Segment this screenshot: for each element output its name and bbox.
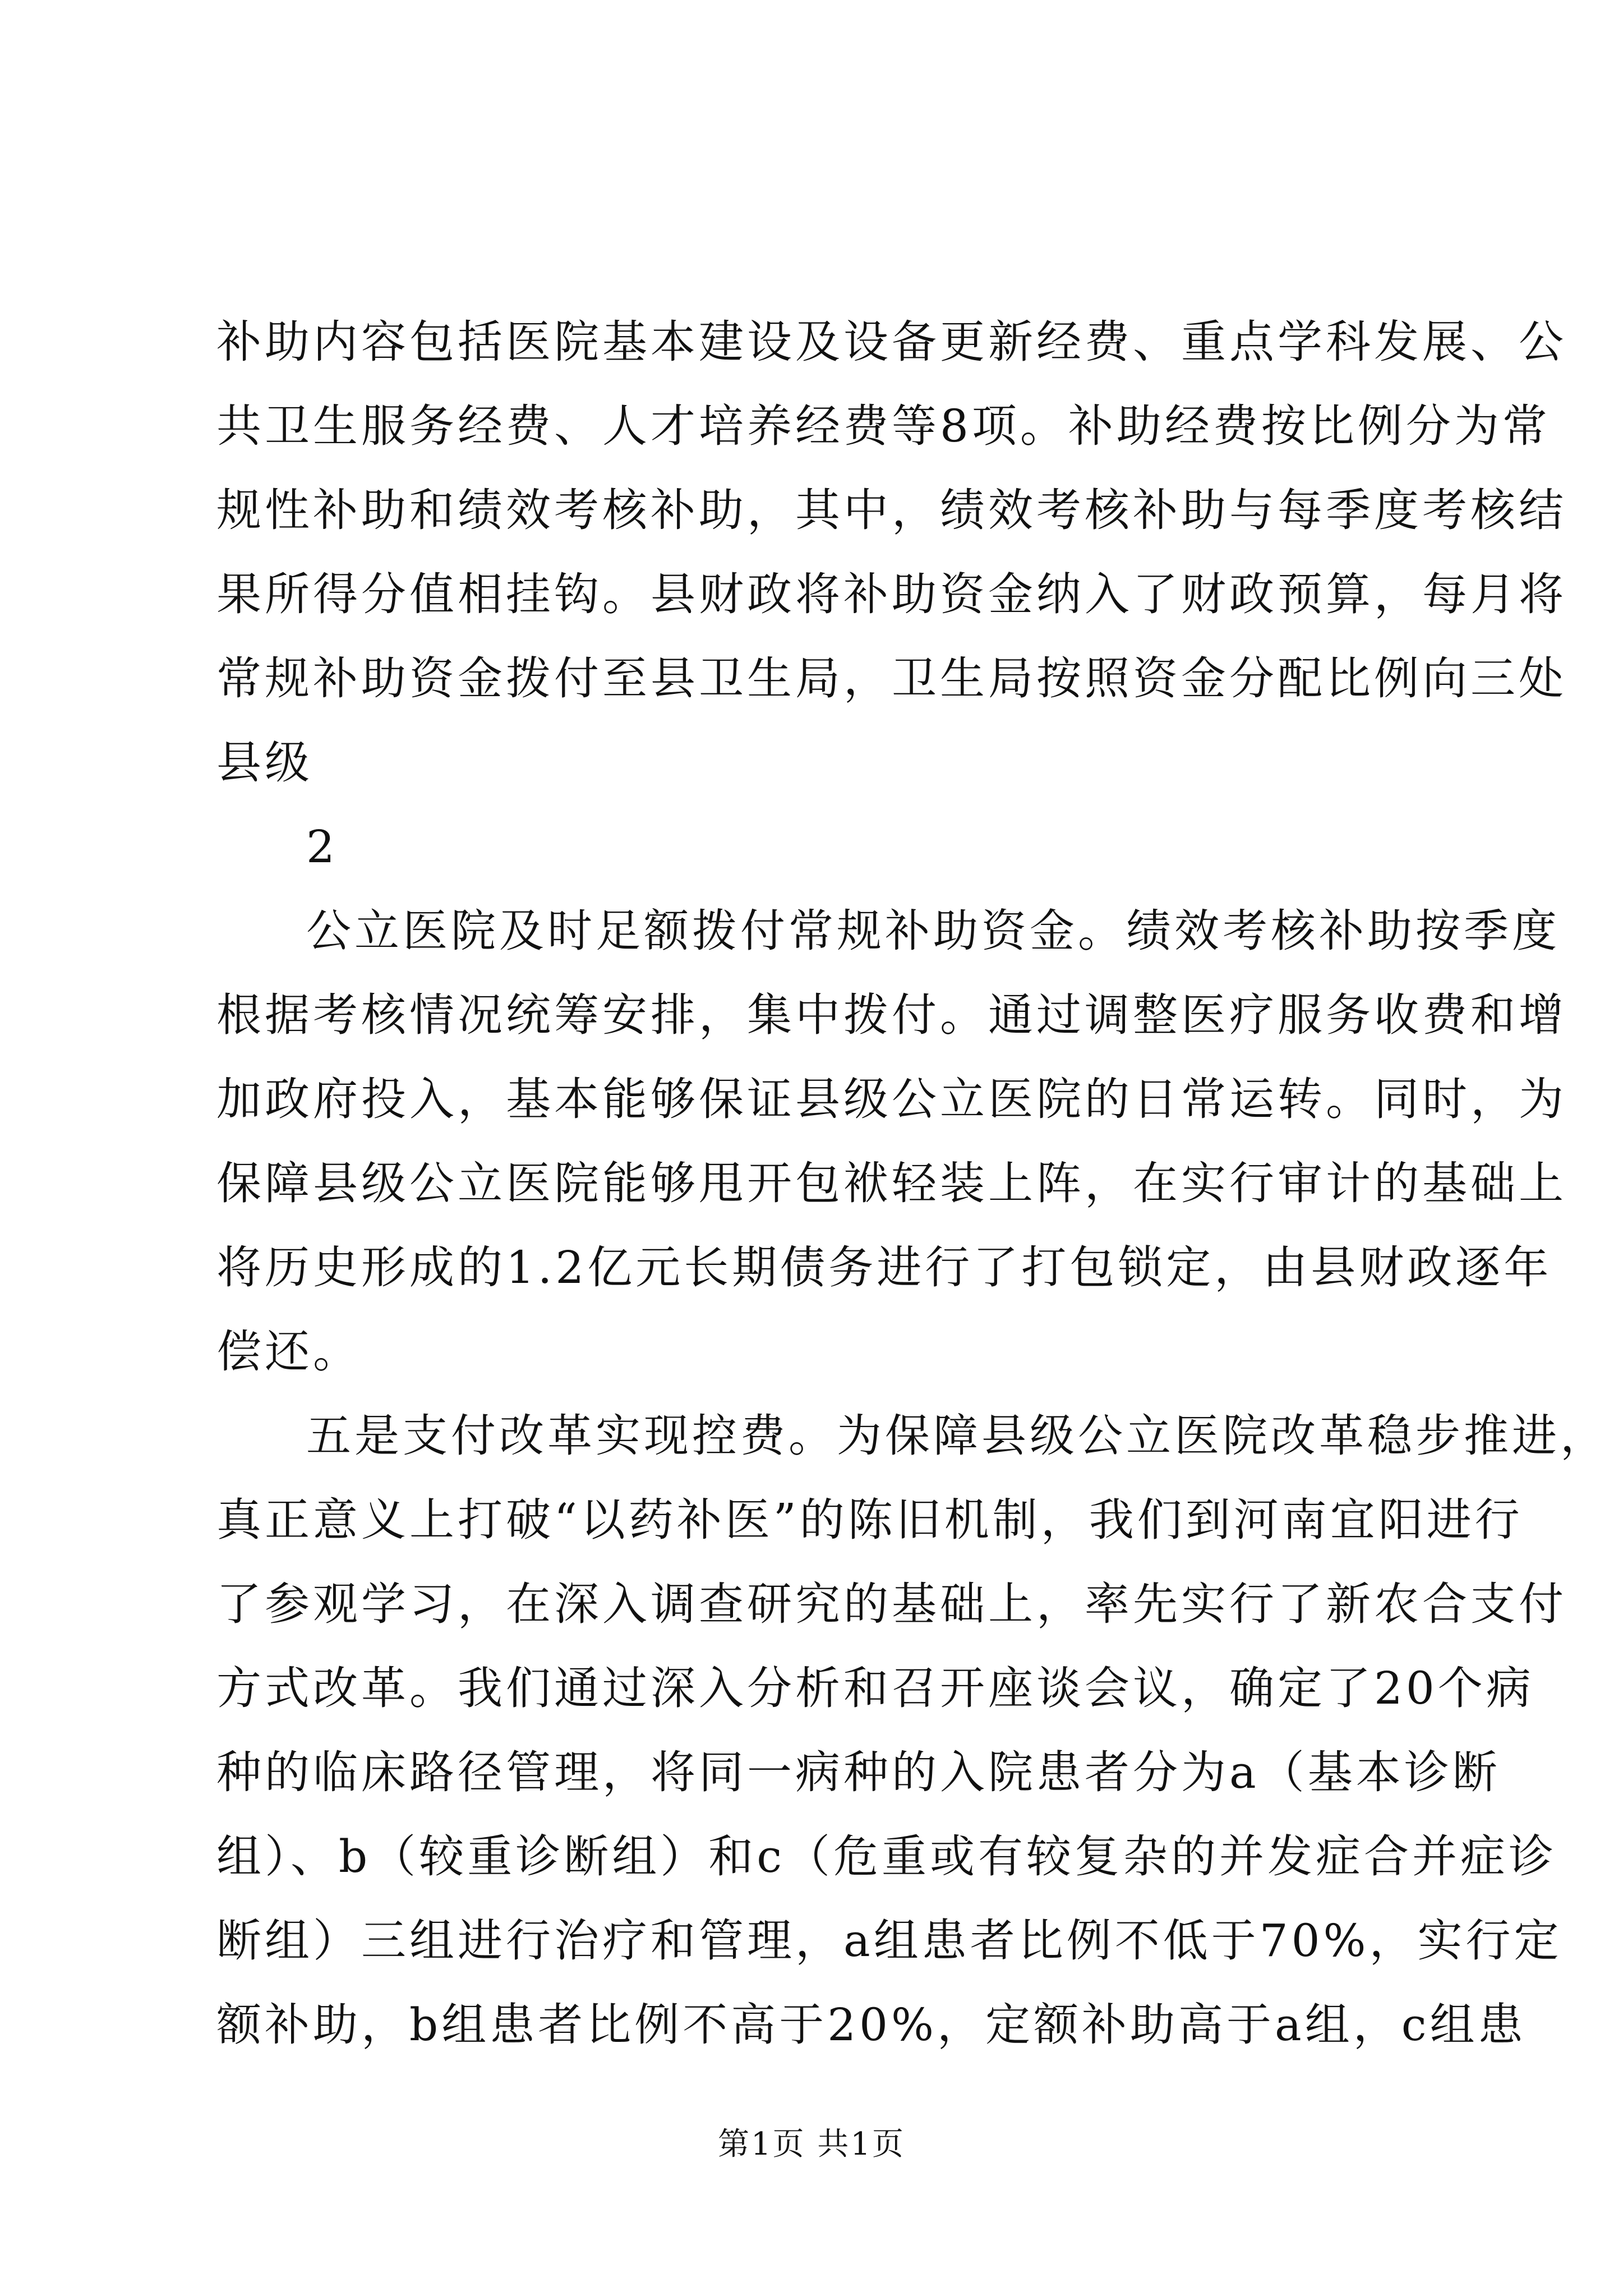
text-line: 补助内容包括医院基本建设及设备更新经费、重点学科发展、公 bbox=[216, 316, 1567, 368]
text-line: 公立医院及时足额拨付常规补助资金。绩效考核补助按季度 bbox=[306, 905, 1560, 957]
page-footer bbox=[0, 2125, 1623, 2164]
text-line: 了参观学习，在深入调查研究的基础上，率先实行了新农合支付 bbox=[216, 1578, 1567, 1630]
text-line: 根据考核情况统筹安排，集中拨付。通过调整医疗服务收费和增 bbox=[216, 989, 1567, 1041]
text-line: 县级 bbox=[216, 737, 313, 789]
text-line: 规性补助和绩效考核补助，其中，绩效考核补助与每季度考核结 bbox=[216, 484, 1567, 536]
page-number-label: 第1页 共1页 bbox=[717, 2126, 906, 2162]
text-line: 保障县级公立医院能够甩开包袱轻装上阵，在实行审计的基础上 bbox=[216, 1157, 1567, 1209]
text-line: 断组）三组进行治疗和管理，a组患者比例不低于70%，实行定 bbox=[216, 1915, 1562, 1967]
text-line: 加政府投入，基本能够保证县级公立医院的日常运转。同时，为 bbox=[216, 1073, 1567, 1125]
text-line: 组）、b（较重诊断组）和c（危重或有较复杂的并发症合并症诊 bbox=[216, 1830, 1557, 1883]
text-line: 共卫生服务经费、人才培养经费等8项。补助经费按比例分为常 bbox=[216, 400, 1551, 452]
text-line: 常规补助资金拨付至县卫生局，卫生局按照资金分配比例向三处 bbox=[216, 652, 1567, 705]
text-line: 真正意义上打破“以药补医”的陈旧机制，我们到河南宜阳进行 bbox=[216, 1494, 1523, 1546]
body-text bbox=[216, 300, 1608, 2067]
text-line: 果所得分值相挂钩。县财政将补助资金纳入了财政预算，每月将 bbox=[216, 568, 1567, 620]
text-line: 将历史形成的1.2亿元长期债务进行了打包锁定，由县财政逐年 bbox=[216, 1241, 1552, 1294]
text-line: 偿还。 bbox=[216, 1326, 361, 1378]
text-line: 种的临床路径管理，将同一病种的入院患者分为a（基本诊断 bbox=[216, 1746, 1501, 1798]
text-line: 方式改革。我们通过深入分析和召开座谈会议，确定了20个病 bbox=[216, 1662, 1534, 1714]
text-line: 五是支付改革实现控费。为保障县级公立医院改革稳步推进， bbox=[306, 1410, 1608, 1462]
text-line: 额补助，b组患者比例不高于20%，定额补助高于a组，c组患 bbox=[216, 1999, 1527, 2051]
page-number-marker: 2 bbox=[306, 821, 338, 873]
